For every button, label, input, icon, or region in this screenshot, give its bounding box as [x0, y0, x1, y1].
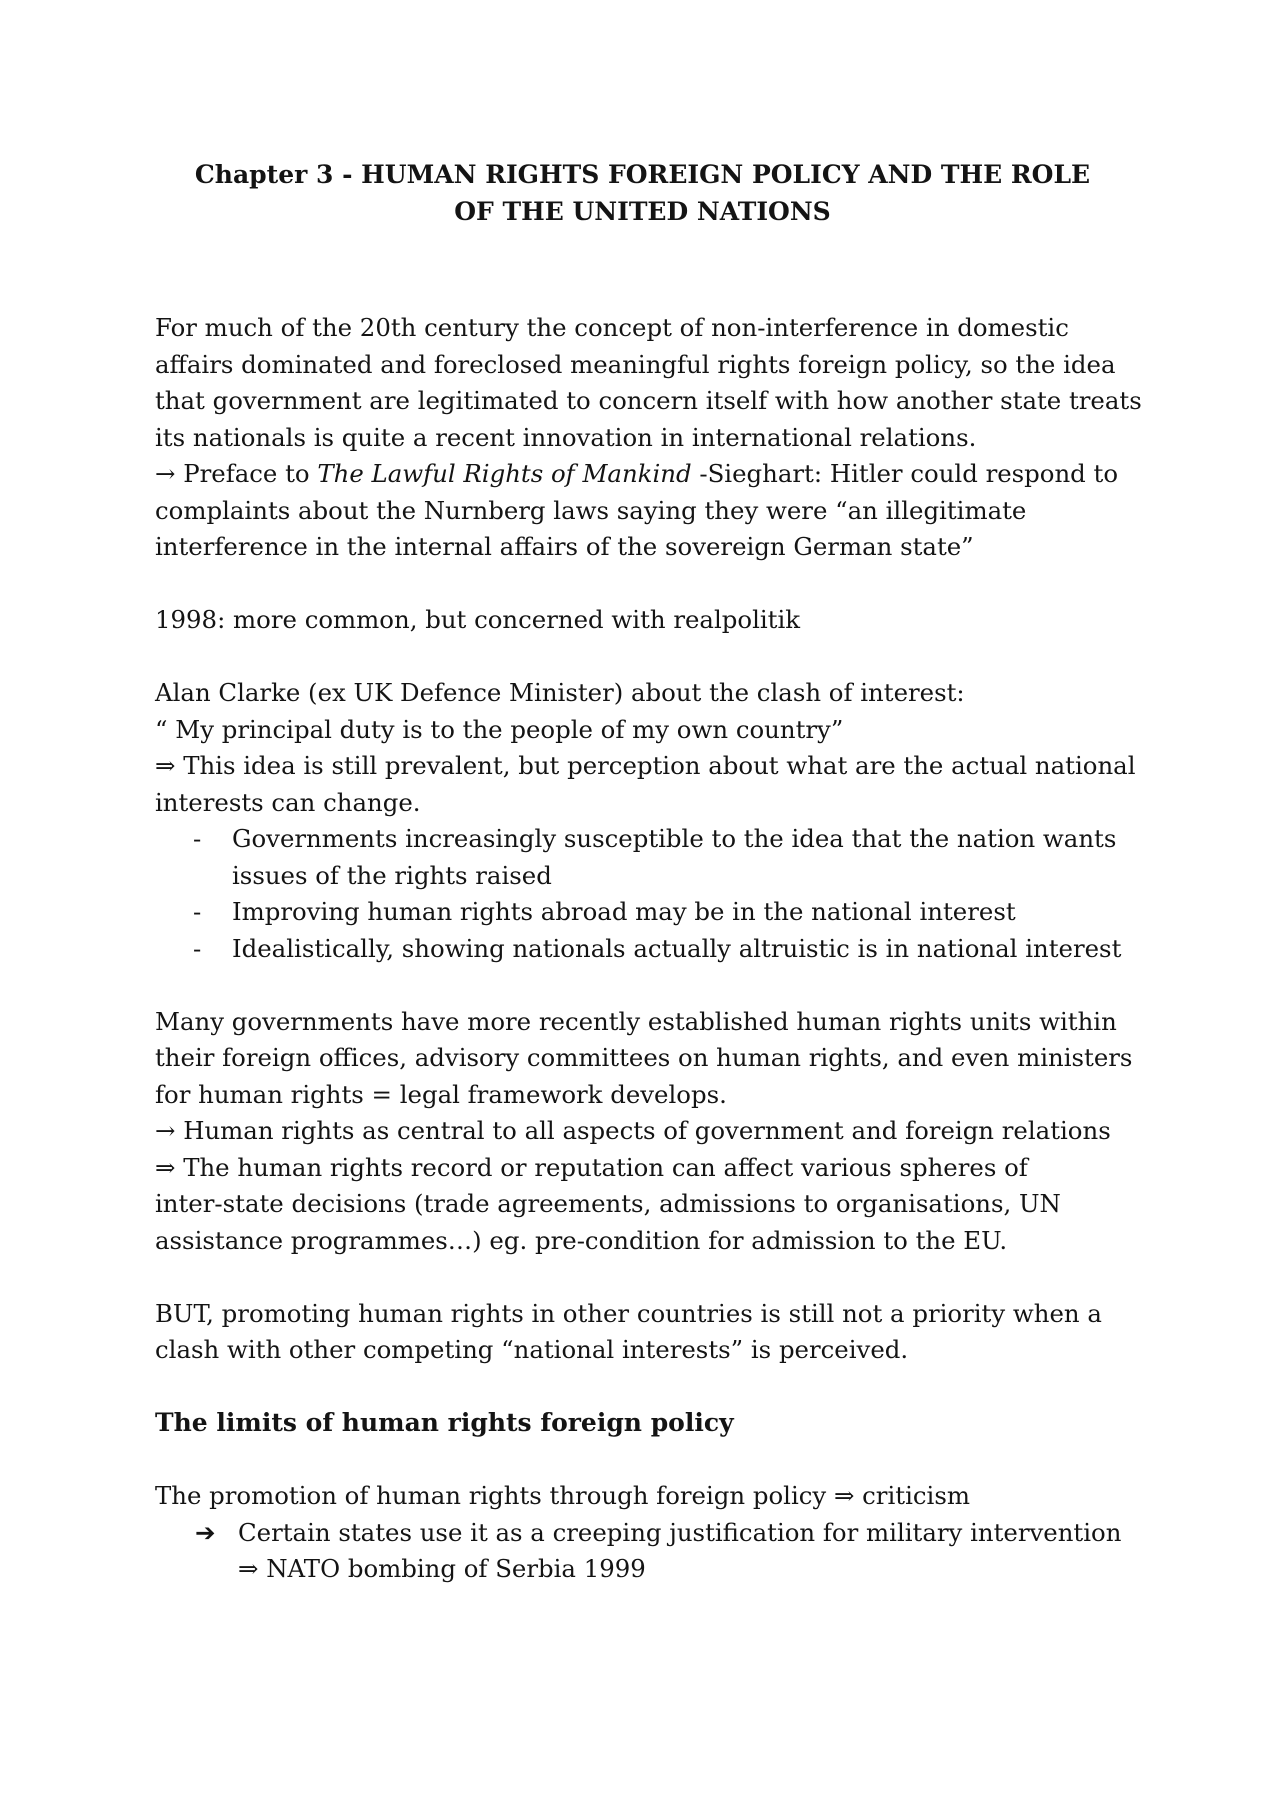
text-line: ⇒ The human rights record or reputation can affect various spheres of	[155, 1152, 1028, 1182]
list-item-text: Idealistically, showing nationals actually altruistic is in national interest	[232, 933, 1122, 963]
dash-bullet: -	[193, 824, 202, 853]
list-item-text: Improving human rights abroad may be in the national interest	[232, 897, 1016, 926]
criticism-list	[155, 1515, 1130, 1588]
text-line: ⇒ This idea is still prevalent, but perception about what are the actual national	[155, 751, 1136, 780]
text-line: affairs dominated and foreclosed meaningful rights foreign policy, so the idea	[155, 349, 1116, 379]
preface-prefix: → Preface to	[155, 459, 318, 488]
units-paragraph	[155, 1004, 1133, 1260]
list-item	[155, 1515, 1130, 1588]
dash-bullet: -	[193, 897, 202, 926]
text-line: for human rights = legal framework develops.	[155, 1079, 727, 1109]
national-interest-list	[155, 821, 1130, 967]
intro-paragraph	[155, 310, 1142, 566]
text-line: interference in the internal affairs of the sovereign German state”	[155, 532, 974, 561]
text-line: BUT, promoting human rights in other countries is still not a priority when a	[155, 1298, 1102, 1328]
text-line: → Human rights as central to all aspects of government and foreign relations	[155, 1116, 1111, 1145]
section-heading: The limits of human rights foreign policy	[155, 1408, 734, 1437]
text-line: their foreign offices, advisory committees on human rights, and even ministers	[155, 1043, 1133, 1072]
dash-bullet: -	[193, 933, 202, 963]
list-item	[155, 821, 1130, 894]
text-line: The promotion of human rights through foreign policy ⇒ criticism	[155, 1481, 970, 1510]
preface-suffix: -Sieghart: Hitler could respond to	[691, 459, 1119, 488]
book-title: The Lawful Rights of Mankind	[317, 459, 692, 488]
text-line: complaints about the Nurnberg laws saying they were “an illegitimate	[155, 495, 1027, 525]
quote-line: “ My principal duty is to the people of my own country”	[155, 714, 844, 744]
text-line: its nationals is quite a recent innovation in international relations.	[155, 422, 977, 452]
text-line: inter-state decisions (trade agreements, admissions to organisations, UN	[155, 1189, 1061, 1218]
but-paragraph	[155, 1296, 1130, 1369]
preface-line	[155, 456, 1130, 493]
text-line: that government are legitimated to concern itself with how another state treats	[155, 386, 1142, 415]
list-item-text: Certain states use it as a creeping justification for military intervention	[238, 1517, 1122, 1547]
text-line: clash with other competing “national interests” is perceived.	[155, 1335, 909, 1364]
text-line: Many governments have more recently established human rights units within	[155, 1006, 1117, 1036]
list-item	[155, 931, 1130, 968]
list-item	[155, 894, 1130, 931]
text-line: For much of the 20th century the concept of non-interference in domestic	[155, 313, 1069, 342]
text-line: assistance programmes…) eg. pre-condition for admission to the EU.	[155, 1225, 1008, 1255]
text-line: 1998: more common, but concerned with realpolitik	[155, 605, 801, 634]
chapter-title-line-2: OF THE UNITED NATIONS	[454, 197, 831, 226]
chapter-title	[155, 156, 1130, 230]
list-item-subtext: ⇒ NATO bombing of Serbia 1999	[238, 1554, 646, 1583]
clarke-paragraph	[155, 675, 1136, 967]
limits-paragraph	[155, 1478, 1130, 1588]
arrow-icon: ➔	[195, 1517, 216, 1547]
paragraph-1998	[155, 602, 1130, 639]
text-line: interests can change.	[155, 787, 421, 817]
chapter-title-line-1: Chapter 3 - HUMAN RIGHTS FOREIGN POLICY AND THE ROLE	[194, 160, 1091, 189]
text-line: Alan Clarke (ex UK Defence Minister) about the clash of interest:	[155, 678, 965, 707]
list-item-text: Governments increasingly susceptible to the idea that the nation wants issues of the rights raised	[232, 824, 1117, 890]
